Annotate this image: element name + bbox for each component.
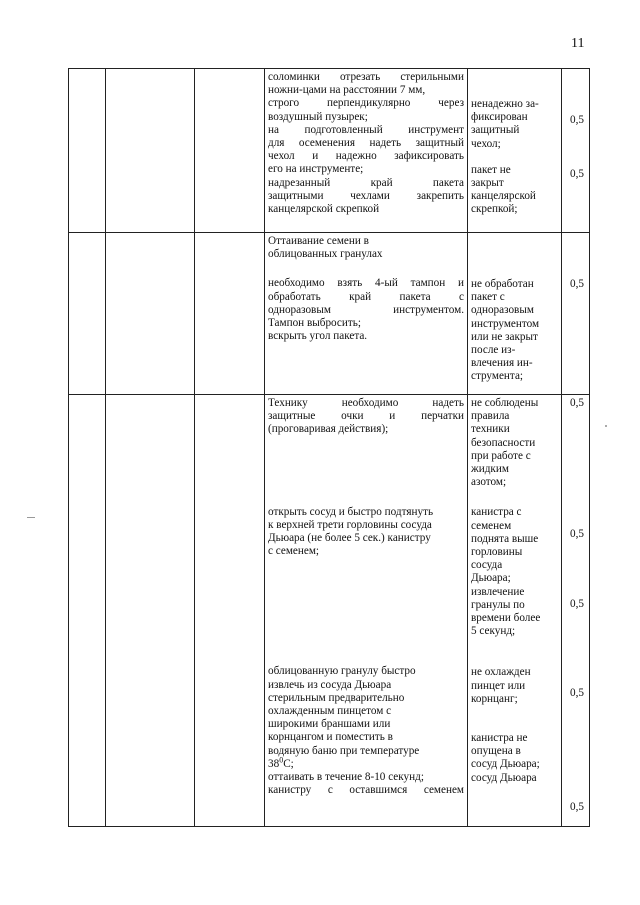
error-line: 5 секунд; (471, 625, 516, 638)
procedure-line: Тампон выбросить; (268, 317, 361, 330)
procedure-line: корнцангом и поместить в (268, 731, 393, 744)
cell-competency (106, 395, 195, 827)
procedure-line (268, 261, 464, 277)
error-line: канистра с (471, 506, 522, 519)
error-line: после из- (471, 344, 516, 357)
error-line: пакет с (471, 291, 505, 304)
error-line: инструментом (471, 317, 540, 330)
cell-errors (468, 395, 562, 827)
procedure-line: (проговаривая действия); (268, 423, 389, 436)
temperature-line (268, 755, 464, 771)
error-line: Дьюара; (471, 572, 511, 585)
procedure-line: на подготовленный инструмент (268, 123, 464, 136)
error-line: канистра не (471, 732, 528, 745)
error-line: правила (471, 410, 510, 423)
error-line: сосуда (471, 559, 503, 572)
cell-procedure (265, 233, 468, 395)
procedure-line: чехол и надежно зафиксировать (268, 150, 464, 163)
procedure-line: защитными чехлами закрепить (268, 189, 464, 202)
error-line: при работе с (471, 449, 531, 462)
procedure-heading: Оттаивание семени в (268, 235, 369, 247)
cell-competency (106, 233, 195, 395)
procedure-line: канцелярской скрепкой (268, 203, 380, 216)
procedure-line: канистру с оставшимся семенем (268, 784, 464, 797)
error-line: не соблюдены (471, 397, 539, 409)
procedure-line: извлечь из сосуда Дьюара (268, 678, 392, 691)
score-value: 0,5 (570, 686, 584, 699)
procedure-line: Технику необходимо надеть (268, 397, 464, 409)
cell-stage (195, 233, 265, 395)
error-line (471, 151, 558, 164)
procedure-line: соломинки отрезать стерильными (268, 71, 464, 83)
cell-number (69, 233, 106, 395)
procedure-line: одноразовым инструментом. (268, 303, 464, 316)
error-line: азотом; (471, 476, 507, 489)
procedure-line: широкими браншами или (268, 718, 391, 731)
procedure-line: стерильным предварительно (268, 691, 405, 704)
error-line: защитный (471, 124, 520, 137)
procedure-line: воздушный пузырек; (268, 110, 368, 123)
cell-score (562, 69, 590, 233)
error-line: пакет не (471, 163, 511, 176)
error-line: семенем (471, 519, 512, 532)
cell-competency (106, 69, 195, 233)
error-line: поднята выше (471, 532, 539, 545)
procedure-line: с семенем; (268, 545, 320, 558)
table-row (69, 233, 590, 395)
evaluation-table (68, 68, 590, 827)
score-value: 0,5 (570, 168, 584, 181)
procedure-heading: облицованных гранулах (268, 248, 383, 261)
degree-superscript: 0 (279, 755, 284, 765)
error-line: канцелярской (471, 190, 536, 203)
cell-stage (195, 69, 265, 233)
error-line: одноразовым (471, 304, 534, 317)
score-value: 0,5 (570, 278, 584, 290)
error-line: жидким (471, 463, 509, 476)
procedure-line: вскрыть угол пакета. (268, 330, 368, 343)
error-line: не обработан (471, 278, 534, 290)
error-line: чехол; (471, 137, 501, 150)
table-row (69, 69, 590, 233)
temperature-value: 38 (268, 757, 280, 770)
procedure-line: открыть сосуд и быстро подтянуть (268, 505, 434, 518)
error-line: техники (471, 423, 510, 436)
page-number: 11 (571, 36, 585, 51)
procedure-line: охлажденным пинцетом с (268, 705, 392, 718)
scan-dot (605, 425, 607, 427)
error-line (471, 719, 558, 732)
error-line: сосуд Дьюара (471, 771, 537, 784)
cell-number (69, 69, 106, 233)
error-line: фиксирован (471, 111, 528, 124)
procedure-line: к верхней трети горловины сосуда (268, 518, 432, 531)
cell-number (69, 395, 106, 827)
scan-mark (27, 517, 35, 518)
procedure-line: строго перпендикулярно через (268, 97, 464, 110)
score-value: 0,5 (570, 397, 584, 409)
procedure-line: защитные очки и перчатки (268, 410, 464, 423)
procedure-line: для осеменения надеть защитный (268, 137, 464, 150)
cell-procedure (265, 69, 468, 233)
procedure-line: надрезанный край пакета (268, 176, 464, 189)
error-line: корнцанг; (471, 692, 518, 705)
error-line: опущена в (471, 745, 521, 758)
error-line: скрепкой; (471, 203, 518, 216)
table-row (69, 395, 590, 827)
error-line: струмента; (471, 370, 524, 383)
error-line: сосуд Дьюара; (471, 758, 540, 771)
procedure-line: ножни-цами на расстоянии 7 мм, (268, 84, 426, 97)
score-value: 0,5 (570, 800, 584, 813)
cell-procedure (265, 395, 468, 827)
procedure-line: необходимо взять 4-ый тампон и (268, 277, 464, 290)
error-line: горловины (471, 546, 523, 559)
cell-errors (468, 69, 562, 233)
error-line: ненадежно за- (471, 98, 539, 110)
cell-score (562, 395, 590, 827)
procedure-line: его на инструменте; (268, 163, 364, 176)
procedure-line: Дьюара (не более 5 сек.) канистру (268, 532, 431, 545)
cell-errors (468, 233, 562, 395)
error-line: пинцет или (471, 679, 526, 692)
error-line: времени более (471, 612, 541, 625)
cell-stage (195, 395, 265, 827)
score-value: 0,5 (570, 598, 584, 611)
error-line: или не закрыт (471, 330, 538, 343)
error-line: закрыт (471, 177, 504, 190)
procedure-line: облицованную гранулу быстро (268, 665, 416, 678)
error-line (471, 706, 558, 719)
score-value: 0,5 (570, 114, 584, 126)
error-line: гранулы по (471, 598, 525, 611)
error-line: не охлажден (471, 666, 531, 679)
procedure-line: оттаивать в течение 8-10 секунд; (268, 771, 424, 784)
temperature-unit: С; (283, 757, 294, 770)
error-line: безопасности (471, 436, 536, 449)
score-value: 0,5 (570, 528, 584, 541)
error-line: извлечение (471, 585, 525, 598)
error-line: влечения ин- (471, 357, 533, 370)
procedure-line: обработать край пакета с (268, 290, 464, 303)
procedure-line: водяную баню при температуре (268, 744, 420, 757)
cell-score (562, 233, 590, 395)
